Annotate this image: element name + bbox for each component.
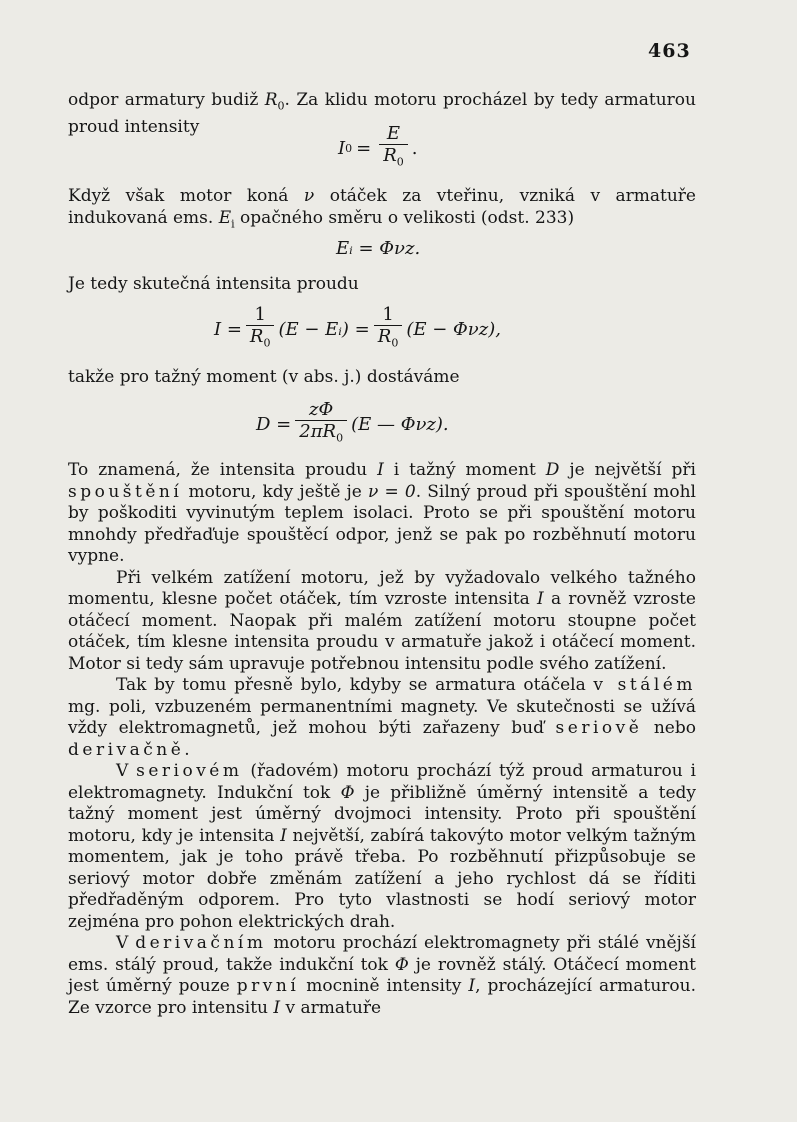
- p9-c: je rovněž stálý. Otáčecí moment jest úměrný pouze: [68, 954, 696, 996]
- eq1-numerator: E: [386, 123, 401, 144]
- eq3-fraction-1: [246, 305, 275, 355]
- i-symbol: I: [537, 589, 544, 609]
- eq1-denominator: [379, 144, 408, 174]
- p5-c: je největší při: [559, 460, 696, 480]
- p5-spaced: spouštění: [68, 481, 183, 502]
- eq4-fraction: [295, 400, 347, 450]
- i-symbol: I: [280, 825, 287, 846]
- eq3-den1-subscript: 0: [263, 336, 271, 350]
- p5-e: . Silný proud při spouštění mohl by poškoditi vyvinutým teplem isolaci. Proto se při spouštění motoru mnohdy předřaďuje spouštěcí odpor, jenž se pak po rozběhnutí motoru vypne.: [68, 481, 696, 566]
- eq4-numerator: zΦ: [309, 399, 334, 420]
- intro-text-after: . Za klidu motoru procházel by tedy armaturou proud intensity: [68, 90, 696, 137]
- eq3-end: (E − Φνz),: [406, 319, 501, 341]
- equation-3: [214, 305, 501, 355]
- p7-c: nebo: [642, 718, 696, 738]
- nu-symbol: ν: [303, 186, 315, 206]
- phi-symbol: Φ: [340, 782, 355, 803]
- p8-c: je přibližně úměrný intensitě a tedy tažný moment jest úměrný dvojmoci intensity. Proto při spouštění motoru, kdy je intensita: [68, 782, 696, 846]
- r-subscript: 0: [277, 99, 285, 113]
- paragraph-9: [68, 933, 696, 1019]
- paragraph-6: [68, 568, 696, 676]
- eq1-lhs: I: [338, 138, 346, 160]
- eq4-denominator: [295, 420, 347, 450]
- equation-2: Eᵢ = Φνz.: [336, 238, 421, 259]
- eq1-equals: =: [356, 138, 372, 160]
- intro-text-before: odpor armatury budiž: [68, 90, 265, 110]
- eq1-fraction: [379, 124, 408, 174]
- i-symbol: I: [273, 997, 281, 1018]
- paragraph-3: [68, 274, 696, 296]
- p6-a: Při velkém zatížení motoru, jež by vyžadovalo velkého tažného momentu, klesne počet otáček, tím vzroste intensita: [68, 567, 696, 609]
- p5-d: motoru, kdy ještě je: [182, 481, 369, 502]
- p4-text: takže pro tažný moment (v abs. j.) dostáváme: [68, 367, 460, 387]
- eq4-lhs: D =: [256, 414, 292, 436]
- p2-b: otáček za vteřinu, vzniká v armatuře indukovaná ems.: [68, 186, 696, 228]
- eq4-den-subscript: 0: [336, 431, 344, 445]
- p9-e: , procházející armaturou. Ze vzorce pro intensitu: [68, 976, 696, 1018]
- p9-d: mocnině intensity: [299, 976, 469, 996]
- eq4-den-symbol: 2πR: [299, 421, 337, 442]
- paragraph-8: [68, 761, 696, 933]
- i-symbol: I: [468, 976, 476, 996]
- equation-4: [256, 400, 449, 450]
- p9-spaced-1: derivačním: [135, 933, 267, 953]
- p2-c: opačného směru o velikosti (odst. 233): [234, 207, 575, 228]
- eq3-den1-symbol: R: [249, 326, 264, 347]
- p8-spaced: seriovém: [136, 761, 243, 781]
- p9-f: v armatuře: [280, 997, 382, 1018]
- eq1-tail: .: [411, 138, 418, 160]
- p5-b: i tažný moment: [383, 460, 546, 480]
- eq3-den2: [374, 325, 403, 355]
- p9-b: motoru prochází elektromagnety při stálé vnější ems. stálý proud, takže indukční tok: [68, 933, 696, 975]
- eq1-den-subscript: 0: [396, 155, 404, 169]
- p8-a: V: [116, 761, 137, 781]
- d-symbol: D: [545, 460, 560, 480]
- eq3-num2: 1: [382, 304, 394, 325]
- eq3-num1: 1: [254, 304, 266, 325]
- paragraph-7: [68, 675, 696, 761]
- p7-spaced-2: seriově: [555, 718, 643, 738]
- p9-spaced-2: první: [236, 976, 300, 996]
- phi-symbol: Φ: [394, 954, 409, 975]
- p6-b: a rovněž vzroste otáčecí moment. Naopak při malém zatížení motoru stoupne počet otáček, tím klesne intensita proudu v armatuře jakož i otáčecí moment. Motor si tedy sám upravuje potřebnou intensitu podle svého zatížení.: [68, 589, 696, 674]
- eq1-lhs-subscript: 0: [345, 142, 353, 156]
- eq3-den2-symbol: R: [377, 326, 392, 347]
- p7-a: Tak by tomu přesně bylo, kdyby se armatura otáčela: [116, 675, 594, 695]
- nu-zero: ν = 0: [368, 481, 416, 502]
- p7-d: .: [184, 739, 190, 760]
- ei-subscript: i: [231, 216, 235, 230]
- r-symbol: R: [264, 90, 278, 110]
- p7-spaced-3: derivačně: [68, 739, 185, 760]
- i-symbol: I: [377, 460, 384, 480]
- paragraph-2: [68, 186, 696, 234]
- page-number: 463: [648, 40, 691, 62]
- eq1-den-symbol: R: [383, 145, 397, 166]
- paragraph-4: [68, 367, 696, 389]
- p5-a: To znamená, že intensita proudu: [68, 460, 378, 480]
- eq3-den2-subscript: 0: [391, 336, 399, 350]
- equation-1: [338, 124, 418, 174]
- p8-d: největší, zabírá takovýto motor velkým tažným momentem, jak je toho právě třeba. Po rozběhnutí přizpůsobuje se seriový motor dobře změnám zatížení a jeho rychlost dá se říditi předřaděným odporem. Pro tyto vlastnosti se hodí seriový motor zejména pro pohon elektrických drah.: [68, 825, 696, 932]
- p7-spaced-1: v stálém: [593, 675, 696, 695]
- eq3-den1: [246, 325, 275, 355]
- eq3-middle: (E − Eᵢ) =: [278, 319, 370, 341]
- p2-a: Když však motor koná: [68, 186, 304, 206]
- paragraph-5: [68, 460, 696, 568]
- p3-text: Je tedy skutečná intensita proudu: [68, 274, 359, 294]
- eq4-end: (E — Φνz).: [351, 414, 449, 436]
- p9-a: V: [116, 933, 136, 953]
- eq3-lhs: I =: [214, 319, 242, 341]
- eq3-fraction-2: [374, 305, 403, 355]
- main-body: [68, 460, 696, 1019]
- p8-b: (řadovém) motoru prochází týž proud armaturou i elektromagnety. Indukční tok: [68, 761, 696, 803]
- p7-b: mg. poli, vzbuzeném permanentními magnety. Ve skutečnosti se užívá vždy elektromagnetů, jež mohou býti zařazeny buď: [68, 696, 696, 738]
- ei-symbol: E: [218, 207, 232, 228]
